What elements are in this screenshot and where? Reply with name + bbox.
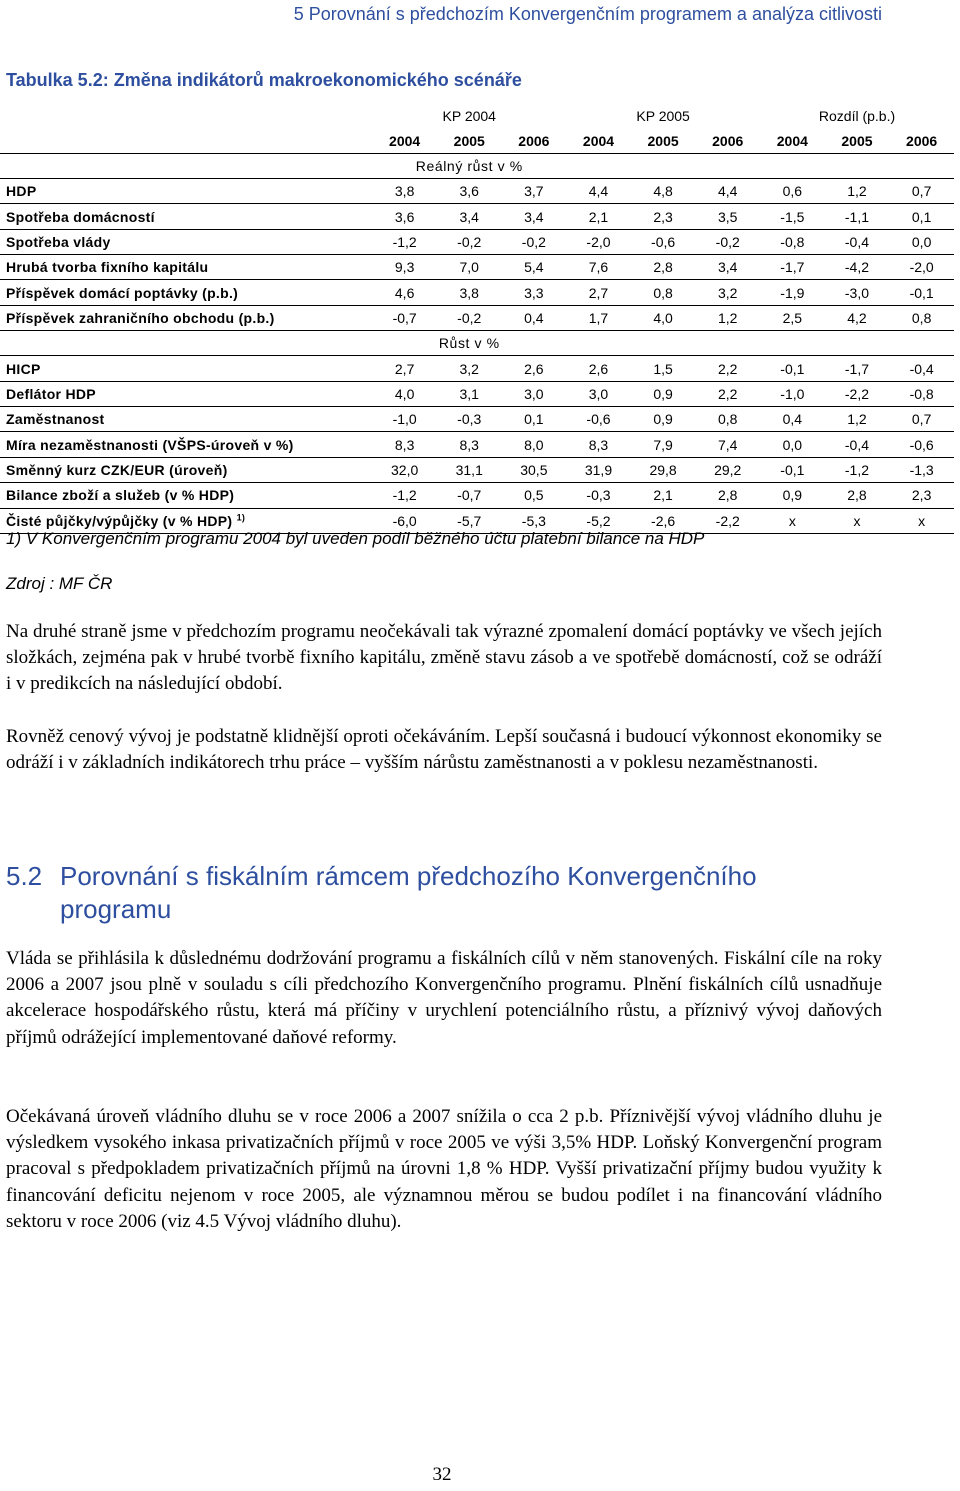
- year-header: 2004: [372, 128, 437, 153]
- row-label: [0, 280, 372, 305]
- table-cell: 29,8: [631, 457, 696, 482]
- table-cell: 0,1: [889, 204, 954, 229]
- table-cell: 2,7: [566, 280, 631, 305]
- year-header: 2005: [437, 128, 502, 153]
- table-cell: 4,0: [631, 305, 696, 330]
- table-cell: 2,2: [695, 356, 760, 381]
- table-cell: 2,6: [502, 356, 567, 381]
- table-cell: 2,1: [631, 483, 696, 508]
- year-header-row: [0, 128, 954, 153]
- table-cell: 8,3: [437, 432, 502, 457]
- table-cell: -2,6: [631, 508, 696, 533]
- section-header: Růst v %: [372, 331, 566, 356]
- row-label: [0, 204, 372, 229]
- row-label-text: HICP: [6, 360, 41, 377]
- table-cell: -0,1: [760, 457, 825, 482]
- table-cell: -0,6: [566, 407, 631, 432]
- empty-cell: [566, 153, 954, 178]
- empty-cell: [0, 128, 372, 153]
- table-cell: 2,6: [566, 356, 631, 381]
- row-label-text: Příspěvek domácí poptávky (p.b.): [6, 284, 239, 301]
- table-cell: 0,0: [889, 229, 954, 254]
- table-cell: -2,2: [695, 508, 760, 533]
- table-cell: -0,2: [437, 305, 502, 330]
- table-cell: -6,0: [372, 508, 437, 533]
- row-label-text: Bilance zboží a služeb (v % HDP): [6, 487, 235, 504]
- table-cell: 0,1: [502, 407, 567, 432]
- table-cell: 3,8: [437, 280, 502, 305]
- group-header: KP 2004: [442, 108, 496, 125]
- table-cell: x: [889, 508, 954, 533]
- table-cell: -2,0: [566, 229, 631, 254]
- table-cell: 4,2: [825, 305, 890, 330]
- row-label-text: Čisté půjčky/výpůjčky (v % HDP): [6, 512, 233, 529]
- table-cell: 0,8: [631, 280, 696, 305]
- table-cell: -1,1: [825, 204, 890, 229]
- table-cell: -0,2: [437, 229, 502, 254]
- year-header: 2006: [889, 128, 954, 153]
- table-cell: 4,8: [631, 179, 696, 204]
- table-cell: 3,4: [695, 255, 760, 280]
- table-cell: 4,6: [372, 280, 437, 305]
- table-cell: 3,4: [502, 204, 567, 229]
- table-cell: 2,5: [760, 305, 825, 330]
- row-label-text: Deflátor HDP: [6, 385, 96, 402]
- row-label: [0, 356, 372, 381]
- table-cell: 2,8: [695, 483, 760, 508]
- table-cell: 2,3: [889, 483, 954, 508]
- table-row: [0, 204, 954, 229]
- table-cell: 2,8: [825, 483, 890, 508]
- table-cell: -0,7: [437, 483, 502, 508]
- table-cell: -0,2: [502, 229, 567, 254]
- empty-cell: [0, 104, 372, 128]
- table-cell: 0,6: [760, 179, 825, 204]
- table-cell: -0,1: [760, 356, 825, 381]
- table-cell: 29,2: [695, 457, 760, 482]
- table-cell: 0,7: [889, 407, 954, 432]
- section-header: Reálný růst v %: [372, 153, 566, 178]
- section-header-row: [0, 331, 954, 356]
- table-cell: -1,0: [760, 381, 825, 406]
- table-cell: 3,0: [502, 381, 567, 406]
- row-label: [0, 179, 372, 204]
- row-label: [0, 407, 372, 432]
- table-cell: -0,2: [695, 229, 760, 254]
- table-cell: -1,9: [760, 280, 825, 305]
- row-label-text: HDP: [6, 183, 37, 200]
- year-header: 2004: [760, 128, 825, 153]
- row-label: [0, 457, 372, 482]
- table-cell: 2,2: [695, 381, 760, 406]
- table-cell: 3,7: [502, 179, 567, 204]
- group-header-row: [0, 104, 954, 128]
- table-cell: 3,6: [372, 204, 437, 229]
- table-cell: 9,3: [372, 255, 437, 280]
- empty-cell: [566, 331, 954, 356]
- table-cell: -0,6: [631, 229, 696, 254]
- row-label-text: Míra nezaměstnanosti (VŠPS-úroveň v %): [6, 436, 294, 453]
- table-cell: 1,5: [631, 356, 696, 381]
- table-cell: -5,2: [566, 508, 631, 533]
- paragraph: Očekávaná úroveň vládního dluhu se v roce 2006 a 2007 snížila o cca 2 p.b. Příznivější vývoj vládního dluhu je výsledkem vysokého inkasa privatizačních příjmů v roce 2005 ve výši 3,5% HDP. Loňský Konvergenční program pracoval s předpokladem privatizačních příjmů na úrovni 1,8 % HDP. Vyšší privatizační příjmy budou využity k financování deficitu nejenom v roce 2005, ale významnou měrou se budou podílet i na financování vládního sektoru v roce 2006 (viz 4.5 Vývoj vládního dluhu).: [6, 1106, 882, 1232]
- year-header: 2004: [566, 128, 631, 153]
- table-cell: -0,4: [889, 356, 954, 381]
- group-header: Rozdíl (p.b.): [818, 108, 896, 125]
- macro-indicators-table: [0, 104, 954, 534]
- table-cell: 0,4: [502, 305, 567, 330]
- table-cell: -0,7: [372, 305, 437, 330]
- table-cell: 7,9: [631, 432, 696, 457]
- table-cell: -0,6: [889, 432, 954, 457]
- table-cell: 0,9: [760, 483, 825, 508]
- table-cell: 31,1: [437, 457, 502, 482]
- table-row: [0, 229, 954, 254]
- table-cell: 3,3: [502, 280, 567, 305]
- table-cell: 3,1: [437, 381, 502, 406]
- table-row: [0, 305, 954, 330]
- page-number: 32: [432, 1464, 452, 1485]
- table-cell: 3,6: [437, 179, 502, 204]
- section-title: Porovnání s fiskálním rámcem předchozího Konvergenčního programu: [60, 861, 757, 924]
- table-cell: 0,5: [502, 483, 567, 508]
- table-row: [0, 255, 954, 280]
- table-cell: 31,9: [566, 457, 631, 482]
- table-cell: 8,3: [566, 432, 631, 457]
- chapter-header: 5 Porovnání s předchozím Konvergenčním programem a analýza citlivosti: [293, 4, 882, 24]
- table-cell: -5,3: [502, 508, 567, 533]
- table-cell: -1,7: [760, 255, 825, 280]
- row-label-text: Spotřeba vlády: [6, 233, 111, 250]
- table-cell: -1,3: [889, 457, 954, 482]
- table-cell: -0,1: [889, 280, 954, 305]
- table-cell: -4,2: [825, 255, 890, 280]
- table-cell: 1,2: [695, 305, 760, 330]
- table-cell: -1,0: [372, 407, 437, 432]
- table-cell: 3,5: [695, 204, 760, 229]
- table-cell: 8,3: [372, 432, 437, 457]
- table-row: [0, 356, 954, 381]
- table-title: Tabulka 5.2: Změna indikátorů makroekonomického scénáře: [6, 70, 522, 90]
- table-cell: 0,9: [631, 407, 696, 432]
- year-header: 2006: [502, 128, 567, 153]
- table-cell: -5,7: [437, 508, 502, 533]
- table-cell: 2,7: [372, 356, 437, 381]
- table-footnote: 1) V Konvergenčním programu 2004 byl uveden podíl běžného účtu platební bilance na HDP: [6, 529, 705, 548]
- empty-cell: [0, 153, 372, 178]
- table-cell: -2,2: [825, 381, 890, 406]
- table-cell: -1,2: [825, 457, 890, 482]
- table-cell: 0,0: [760, 432, 825, 457]
- table-row: [0, 381, 954, 406]
- paragraph: Rovněž cenový vývoj je podstatně klidnější oproti očekáváním. Lepší současná i budoucí výkonnost ekonomiky se odráží i v základních indikátorech trhu práce – vyšším nárůstu zaměstnanosti a v poklesu nezaměstnanosti.: [6, 726, 882, 774]
- section-header-row: [0, 153, 954, 178]
- table-row: [0, 407, 954, 432]
- row-label-text: Spotřeba domácností: [6, 208, 155, 225]
- row-label: [0, 255, 372, 280]
- table-cell: 4,4: [695, 179, 760, 204]
- row-label: [0, 305, 372, 330]
- row-label-text: Zaměstnanost: [6, 411, 105, 428]
- table-cell: 1,2: [825, 179, 890, 204]
- table-cell: 3,2: [695, 280, 760, 305]
- footnote-mark: 1): [236, 512, 246, 523]
- table-cell: 5,4: [502, 255, 567, 280]
- year-header: 2005: [631, 128, 696, 153]
- table-cell: -1,2: [372, 229, 437, 254]
- row-label-text: Směnný kurz CZK/EUR (úroveň): [6, 461, 228, 478]
- group-header: KP 2005: [636, 108, 690, 125]
- table-cell: 3,2: [437, 356, 502, 381]
- row-label-text: Hrubá tvorba fixního kapitálu: [6, 259, 209, 276]
- table-cell: -1,7: [825, 356, 890, 381]
- table-cell: 0,4: [760, 407, 825, 432]
- table-cell: -1,2: [372, 483, 437, 508]
- table-cell: 3,4: [437, 204, 502, 229]
- table-cell: -3,0: [825, 280, 890, 305]
- table-cell: 7,4: [695, 432, 760, 457]
- table-row: [0, 483, 954, 508]
- table-cell: 30,5: [502, 457, 567, 482]
- table-row: [0, 280, 954, 305]
- table-row: [0, 179, 954, 204]
- table-cell: 3,8: [372, 179, 437, 204]
- table-cell: 2,3: [631, 204, 696, 229]
- paragraph: Vláda se přihlásila k důslednému dodržování programu a fiskálních cílů v něm stanovených. Fiskální cíle na roky 2006 a 2007 jsou plně v souladu s cíli předchozího Konvergenčního programu. Plnění fiskálních cílů usnadňuje akcelerace hospodářského růstu, která má příčiny v urychlení potenciálního růstu, a příznivý vývoj daňových příjmů odrážející implementované daňové reformy.: [6, 948, 882, 1048]
- table-body: [0, 104, 954, 533]
- row-label: [0, 432, 372, 457]
- row-label: [0, 483, 372, 508]
- row-label-text: Příspěvek zahraničního obchodu (p.b.): [6, 309, 275, 326]
- table-cell: 0,9: [631, 381, 696, 406]
- table-cell: 7,0: [437, 255, 502, 280]
- table-cell: 2,8: [631, 255, 696, 280]
- table-cell: -1,5: [760, 204, 825, 229]
- empty-cell: [0, 331, 372, 356]
- year-header: 2006: [695, 128, 760, 153]
- table-row: [0, 457, 954, 482]
- table-cell: 0,7: [889, 179, 954, 204]
- table-cell: -0,8: [760, 229, 825, 254]
- table-cell: 8,0: [502, 432, 567, 457]
- table-cell: x: [760, 508, 825, 533]
- table-cell: -0,4: [825, 432, 890, 457]
- table-cell: -0,3: [566, 483, 631, 508]
- year-header: 2005: [825, 128, 890, 153]
- table-cell: x: [825, 508, 890, 533]
- table-cell: 1,7: [566, 305, 631, 330]
- section-heading: [6, 860, 876, 926]
- table-cell: 32,0: [372, 457, 437, 482]
- row-label: [0, 381, 372, 406]
- table-cell: 4,0: [372, 381, 437, 406]
- section-number: 5.2: [6, 861, 43, 891]
- table-cell: 0,8: [889, 305, 954, 330]
- table-cell: -0,8: [889, 381, 954, 406]
- paragraph: Na druhé straně jsme v předchozím programu neočekávali tak výrazné zpomalení domácí poptávky ve všech jejích složkách, zejména pak v hrubé tvorbě fixního kapitálu, změně stavu zásob a ve spotřebě domácností, což se odráží i v predikcích na následující období.: [6, 621, 882, 695]
- table-cell: 2,1: [566, 204, 631, 229]
- table-cell: 0,8: [695, 407, 760, 432]
- table-cell: 7,6: [566, 255, 631, 280]
- table-cell: 3,0: [566, 381, 631, 406]
- row-label: [0, 229, 372, 254]
- table-cell: 4,4: [566, 179, 631, 204]
- table-cell: -2,0: [889, 255, 954, 280]
- table-cell: -0,4: [825, 229, 890, 254]
- table-row: [0, 432, 954, 457]
- source-note: Zdroj : MF ČR: [6, 574, 113, 593]
- table-cell: -0,3: [437, 407, 502, 432]
- table-cell: 1,2: [825, 407, 890, 432]
